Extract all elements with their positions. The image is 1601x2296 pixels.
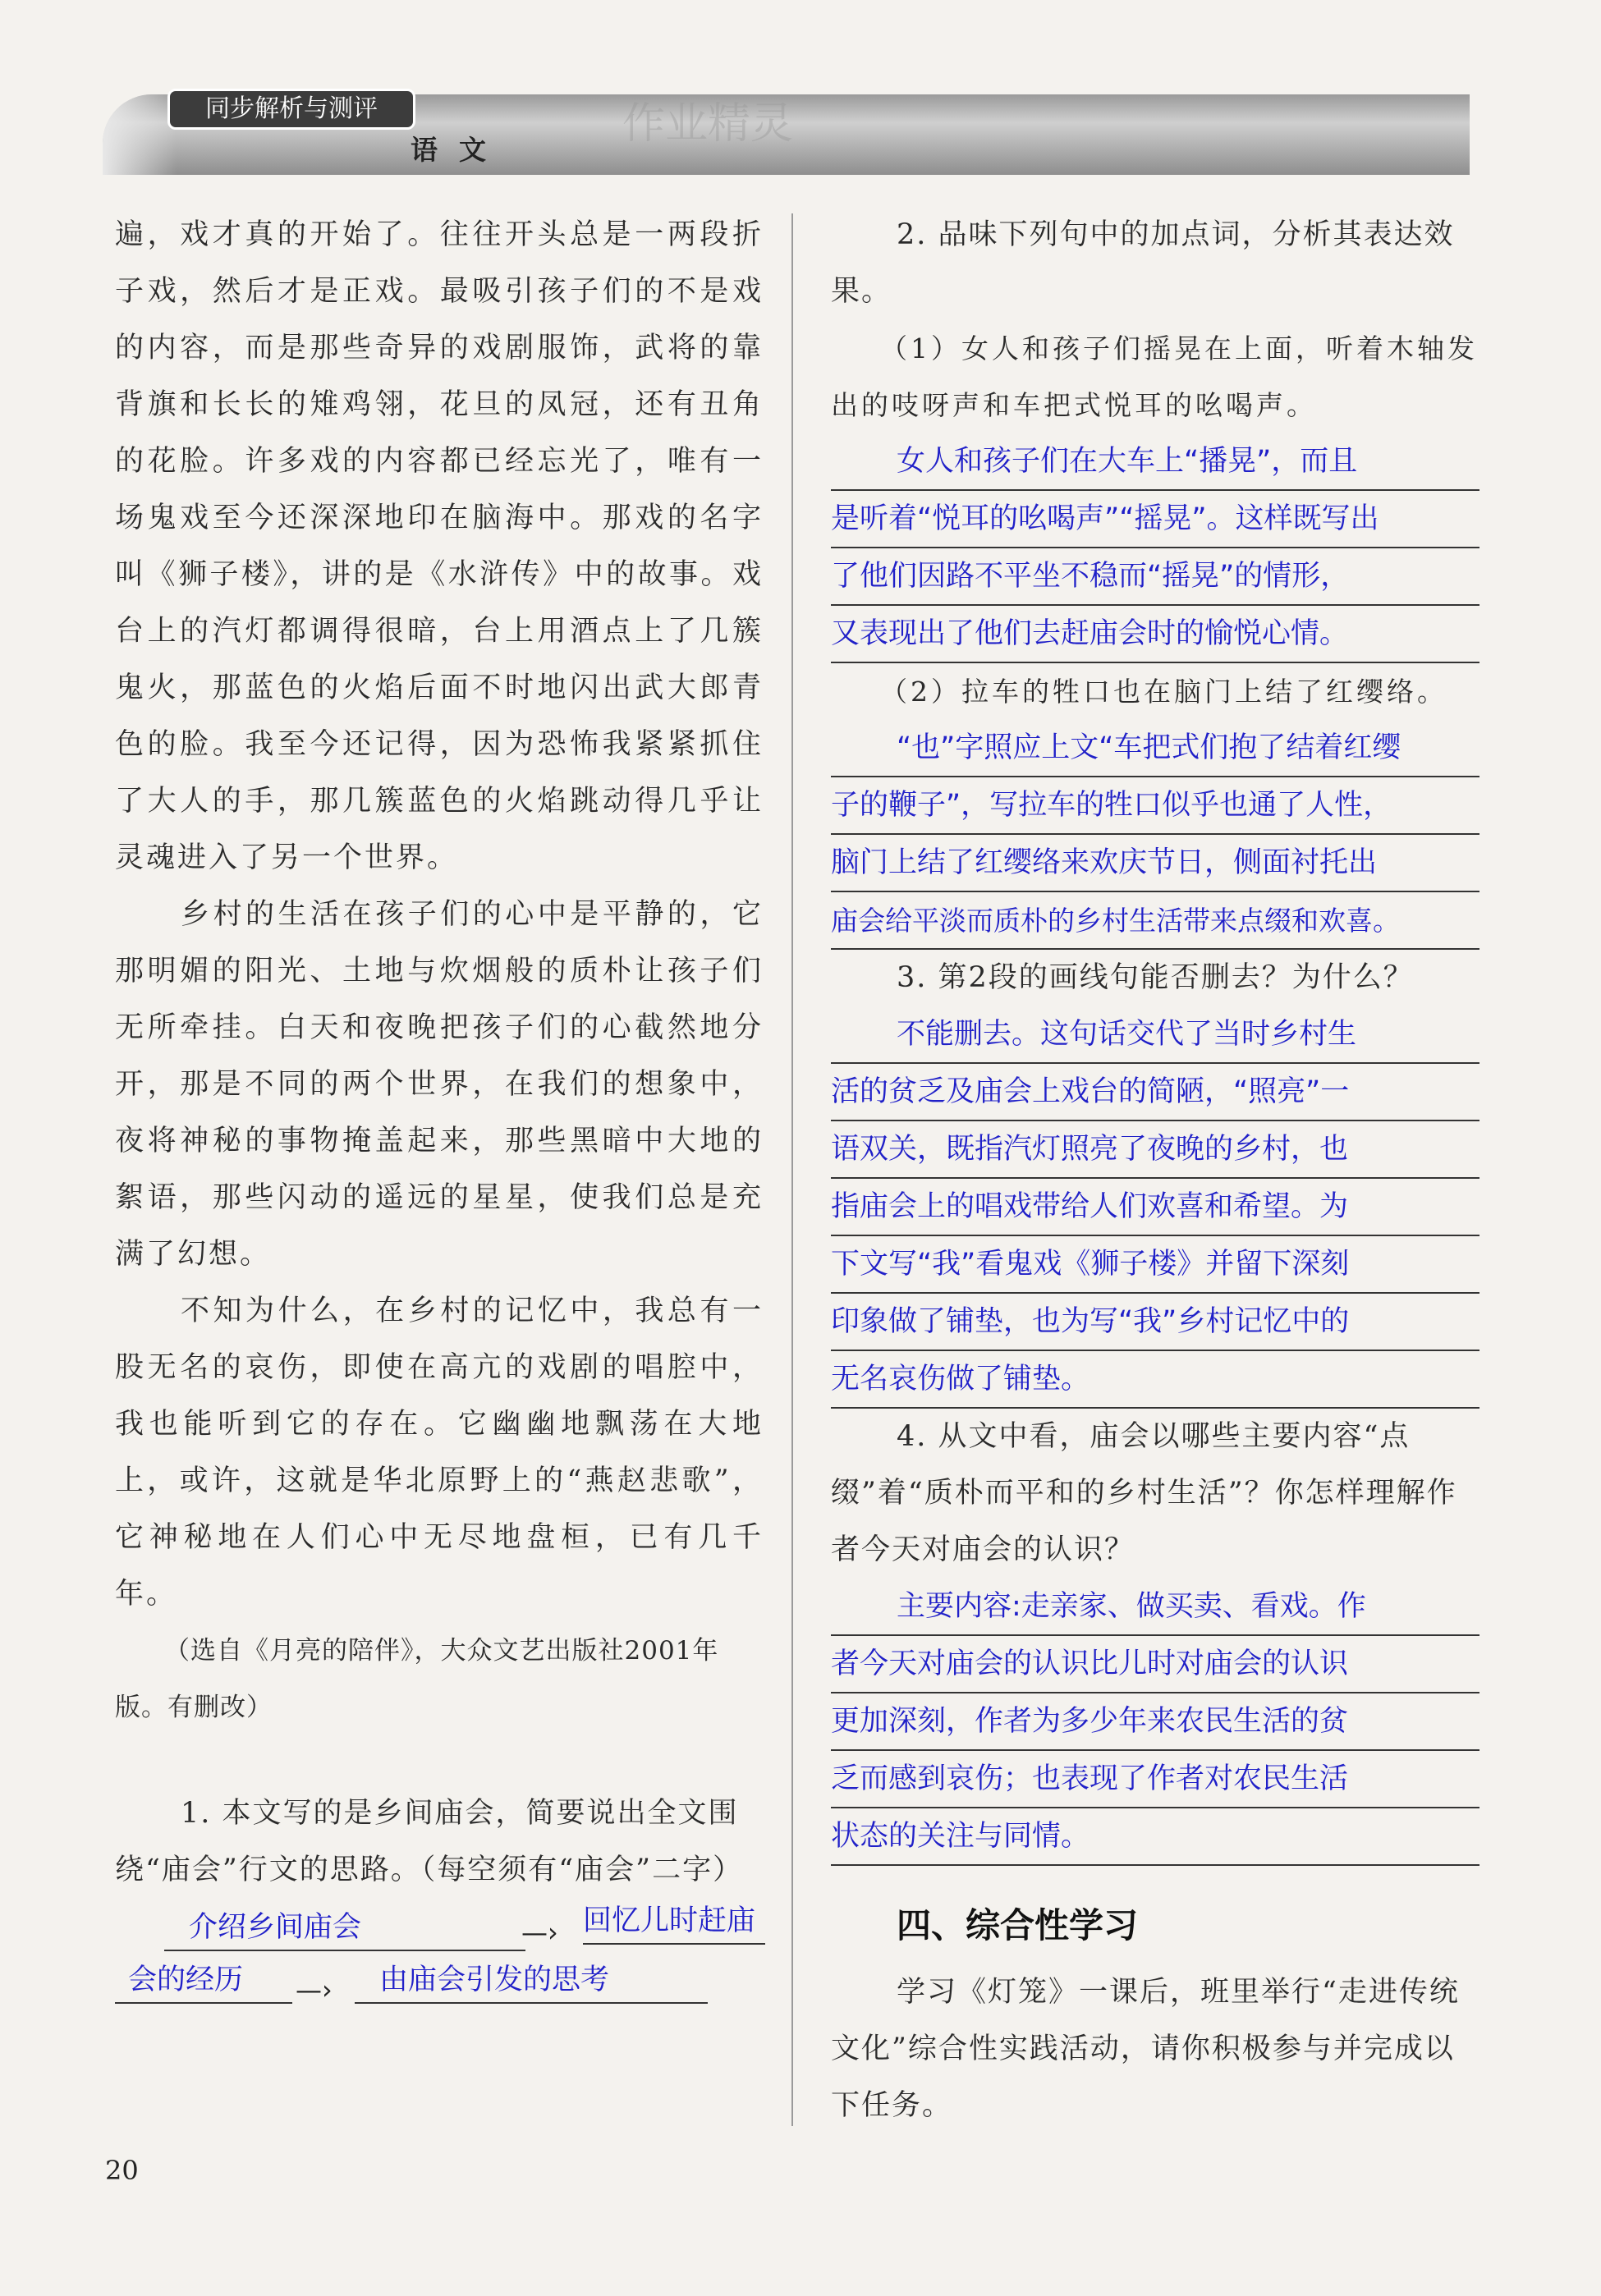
answer-line: 女人和孩子们在大车上“播晃”，而且 [831, 433, 1479, 491]
right-column [831, 207, 1479, 2134]
answer-2-1 [831, 433, 1479, 663]
answer-line: 活的贫乏及庙会上戏台的简陋，“照亮”一 [831, 1064, 1479, 1121]
section-intro: 学习《灯笼》一课后，班里举行“走进传统文化”综合性实践活动，请你积极参与并完成以下任务。 [831, 1976, 1460, 2122]
answer-line: “也”字照应上文“车把式们抱了结着红缨 [831, 720, 1479, 777]
answer-3 [831, 1006, 1479, 1409]
question-2: 2. 品味下列句中的加点词，分析其表达效果。 [831, 218, 1455, 308]
header-band-fade [103, 94, 177, 175]
subject-label: 语文 [411, 134, 507, 166]
question-2-2: （2）拉车的牲口也在脑门上结了红缨络。 [880, 676, 1447, 708]
answer-line: 者今天对庙会的认识比儿时对庙会的认识 [831, 1636, 1479, 1693]
answer-2-2 [831, 720, 1479, 950]
flow-arrow-icon: —› [296, 1974, 333, 2005]
answer-line: 更加深刻，作者为多少年来农民生活的贫 [831, 1693, 1479, 1751]
question-2-1: （1）女人和孩子们摇晃在上面，听着木轴发出的吱呀声和车把式悦耳的吆喝声。 [831, 332, 1478, 421]
answer-line: 状态的关注与同情。 [831, 1808, 1479, 1866]
question-1: 1. 本文写的是乡间庙会，简要说出全文围绕“庙会”行文的思路。（每空须有“庙会”二字） [115, 1797, 744, 1886]
flow-arrow-icon: —› [521, 1917, 558, 1948]
answer-line: 印象做了铺垫，也为写“我”乡村记忆中的 [831, 1294, 1479, 1351]
answer-line: 子的鞭子”，写拉车的牲口似乎也通了人性， [831, 777, 1479, 835]
q1-answer-1: 介绍乡间庙会 [164, 1905, 525, 1951]
book-series-label: 同步解析与测评 [167, 89, 415, 130]
article-source: （选自《月亮的陪伴》，大众文艺出版社2001年版。有删改） [115, 1636, 719, 1722]
column-divider [791, 213, 793, 2126]
q1-answer-4: 由庙会引发的思考 [355, 1958, 708, 2004]
article-paragraph-3: 不知为什么，在乡村的记忆中，我总有一股无名的哀伤，即使在高亢的戏剧的唱腔中，我也能听到它的存在。它幽幽地飘荡在大地上，或许，这就是华北原野上的“燕赵悲歌”，它神秘地在人们心中无尽地盘桓，已有几千年。 [115, 1295, 764, 1611]
page-number: 20 [105, 2155, 139, 2186]
answer-line: 庙会给平淡而质朴的乡村生活带来点缀和欢喜。 [831, 892, 1479, 950]
answer-line: 无名哀伤做了铺垫。 [831, 1351, 1479, 1409]
answer-line: 又表现出了他们去赶庙会时的愉悦心情。 [831, 606, 1479, 663]
question-4: 4. 从文中看，庙会以哪些主要内容“点缀”着“质朴而平和的乡村生活”？你怎样理解作者今天对庙会的认识？ [831, 1420, 1457, 1566]
q1-answer-flow [115, 1899, 764, 2022]
answer-line: 是听着“悦耳的吆喝声”“摇晃”。这样既写出 [831, 491, 1479, 548]
answer-line: 脑门上结了红缨络来欢庆节日，侧面衬托出 [831, 835, 1479, 892]
question-3: 3. 第2段的画线句能否删去？为什么？ [897, 961, 1414, 994]
answer-line: 了他们因路不平坐不稳而“摇晃”的情形， [831, 548, 1479, 606]
answer-line: 下文写“我”看鬼戏《狮子楼》并留下深刻 [831, 1236, 1479, 1294]
article-paragraph-2: 乡村的生活在孩子们的心中是平静的，它那明媚的阳光、土地与炊烟般的质朴让孩子们无所牵挂。白天和夜晚把孩子们的心截然地分开，那是不同的两个世界，在我们的想象中，夜将神秘的事物掩盖起来，那些黑暗中大地的絮语，那些闪动的遥远的星星，使我们总是充满了幻想。 [115, 898, 764, 1271]
left-column [115, 207, 764, 2022]
answer-line: 指庙会上的唱戏带给人们欢喜和希望。为 [831, 1179, 1479, 1236]
answer-line: 语双关，既指汽灯照亮了夜晚的乡村，也 [831, 1121, 1479, 1179]
section-title: 四、综合性学习 [897, 1905, 1139, 1945]
article-paragraph-1: 遍，戏才真的开始了。往往开头总是一两段折子戏，然后才是正戏。最吸引孩子们的不是戏的内容，而是那些奇异的戏剧服饰，武将的靠背旗和长长的雉鸡翎，花旦的凤冠，还有丑角的花脸。许多戏的内容都已经忘光了，唯有一场鬼戏至今还深深地印在脑海中。那戏的名字叫《狮子楼》，讲的是《水浒传》中的故事。戏台上的汽灯都调得很暗，台上用酒点上了几簇鬼火，那蓝色的火焰后面不时地闪出武大郎青色的脸。我至今还记得，因为恐怖我紧紧抓住了大人的手，那几簇蓝色的火焰跳动得几乎让灵魂进入了另一个世界。 [115, 218, 764, 874]
answer-line: 乏而感到哀伤；也表现了作者对农民生活 [831, 1751, 1479, 1808]
answer-line: 主要内容:走亲家、做买卖、看戏。作 [831, 1579, 1479, 1636]
q1-answer-3: 会的经历 [115, 1958, 292, 2004]
answer-4 [831, 1579, 1479, 1866]
watermark: 作业精灵 [622, 99, 794, 149]
q1-answer-2: 回忆儿时赶庙 [583, 1899, 765, 1945]
answer-line: 不能删去。这句话交代了当时乡村生 [831, 1006, 1479, 1064]
